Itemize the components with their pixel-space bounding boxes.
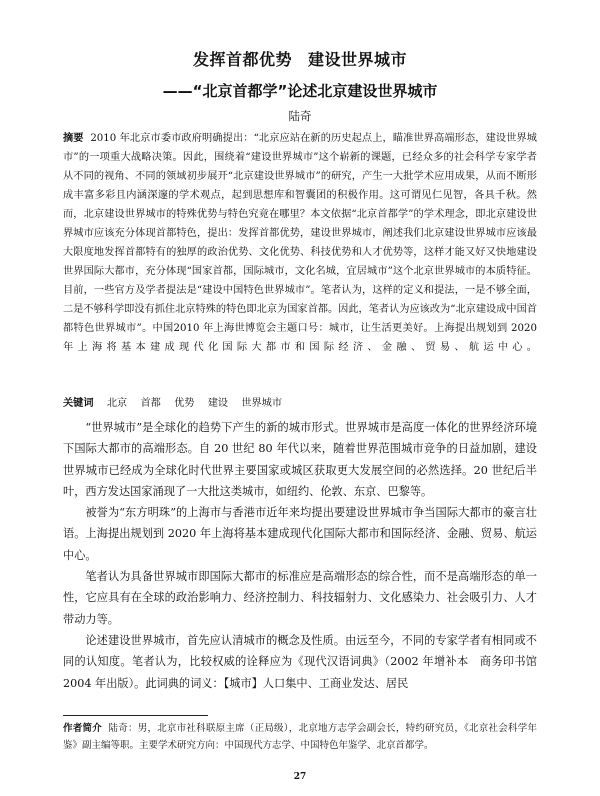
body-paragraph: “世界城市”是全球化的趋势下产生的新的城市形式。世界城市是高度一体化的世界经济环境下国际大都市的高端形态。自 20 世纪 80 年代以来，随着世界范围城市竞争的日益加剧，建设世界城市已经成为全球化时代世界主要国家或城区获取更大发展空间的必然选择。20 世纪后半叶，西方发达国家涌现了一大批这类城市，如纽约、伦敦、东京、巴黎等。: [63, 421, 537, 498]
author-footnote: [63, 720, 537, 754]
abstract-label: 摘要: [63, 133, 84, 144]
footnote-divider: [63, 715, 208, 716]
main-text: [63, 417, 537, 694]
keyword: 世界城市: [241, 398, 283, 409]
author-name: 陆奇: [288, 109, 312, 123]
paper-subtitle: ——“北京首都学”论述北京建设世界城市: [162, 82, 438, 100]
title-part-2: 建设世界城市: [308, 50, 408, 69]
keywords-section: [63, 395, 537, 413]
keyword: 优势: [174, 398, 195, 409]
keywords-label: 关键词: [63, 398, 94, 409]
footnote-text: 陆奇：男，北京市社科联原主席（正局级），北京地方志学会副会长，特约研究员，《北京社会科学年鉴》副主编等职。主要学术研究方向：中国现代方志学、中国特色年鉴学、北京首都学。: [63, 723, 537, 751]
paper-title: [0, 47, 600, 70]
title-part-1: 发挥首都优势: [192, 50, 292, 69]
body-paragraph: 论述建设世界城市，首先应认清城市的概念及性质。由远至今，不同的专家学者有相同或不同的认知度。笔者认为，比较权威的诠释应为《现代汉语词典》（2002 年增补本 商务印书馆 2004 年出版）。此词典的词义：【城市】人口集中、工商业发达、居民: [63, 633, 537, 690]
footnote-label: 作者简介: [63, 723, 102, 734]
body-paragraph: 笔者认为具备世界城市即国际大都市的标准应是高端形态的综合性，而不是高端形态的单一性，它应具有在全球的政治影响力、经济控制力、科技辐射力、文化感染力、社会吸引力、人才带动力等。: [63, 570, 537, 626]
keyword: 建设: [207, 398, 229, 409]
abstract-section: [63, 129, 537, 357]
abstract-text: 2010 年北京市委市政府明确提出：“北京应站在新的历史起点上，瞄准世界高端形态，建设世界城市”的一项重大战略决策。因此，围绕着“建设世界城市”这个崭新的课题，已经众多的社会科学专家学者从不同的视角、不同的领域初步展开“北京建设世界城市”的研究，产生一大批学术应用成果，从而不断形成丰富多彩且内涵深邃的学术观点，起到思想库和智囊团的积极作用。这可谓见仁见智，各具千秋。然而，北京建设世界城市的特殊优势与特色究竟在哪里？本文依据“北京首都学”的学术理念，即北京建设世界城市应该充分体现首都特色，提出：发挥首都优势，建设世界城市，阐述我们北京建设世界城市应该最大限度地发挥首都特有的独厚的政治优势、文化优势、科技优势和人才优势等，这样才能又好又快地建设世界国际大都市，充分体现“国家首都，国际城市，文化名城，宜居城市”这个北京世界城市的本质特征。目前，一些官方及学者提法是“建设中国特色世界城市”。笔者认为，这样的定义和提法，一是不够全面，二是不够科学即没有抓住北京特殊的特色即北京为国家首都。因此，笔者认为应该改为“北京建设成中国首都特色世界城市”。中国2010 年上海世博览会主题口号：城市，让生活更美好。上海提出规划到 2020 年上海将基本建成现代化国际大都市和国际经济、金融、贸易、航运中心。: [63, 133, 537, 353]
keyword: 北京: [106, 398, 128, 409]
page-number: 27: [293, 772, 307, 782]
keyword: 首都: [140, 398, 161, 409]
body-paragraph: 被誉为“东方明珠”的上海市与香港市近年来均提出要建设世界城市争当国际大都市的豪言壮语。上海提出规划到 2020 年上海将基本建成现代化国际大都市和国际经济、金融、贸易、航运中心。: [63, 506, 537, 562]
